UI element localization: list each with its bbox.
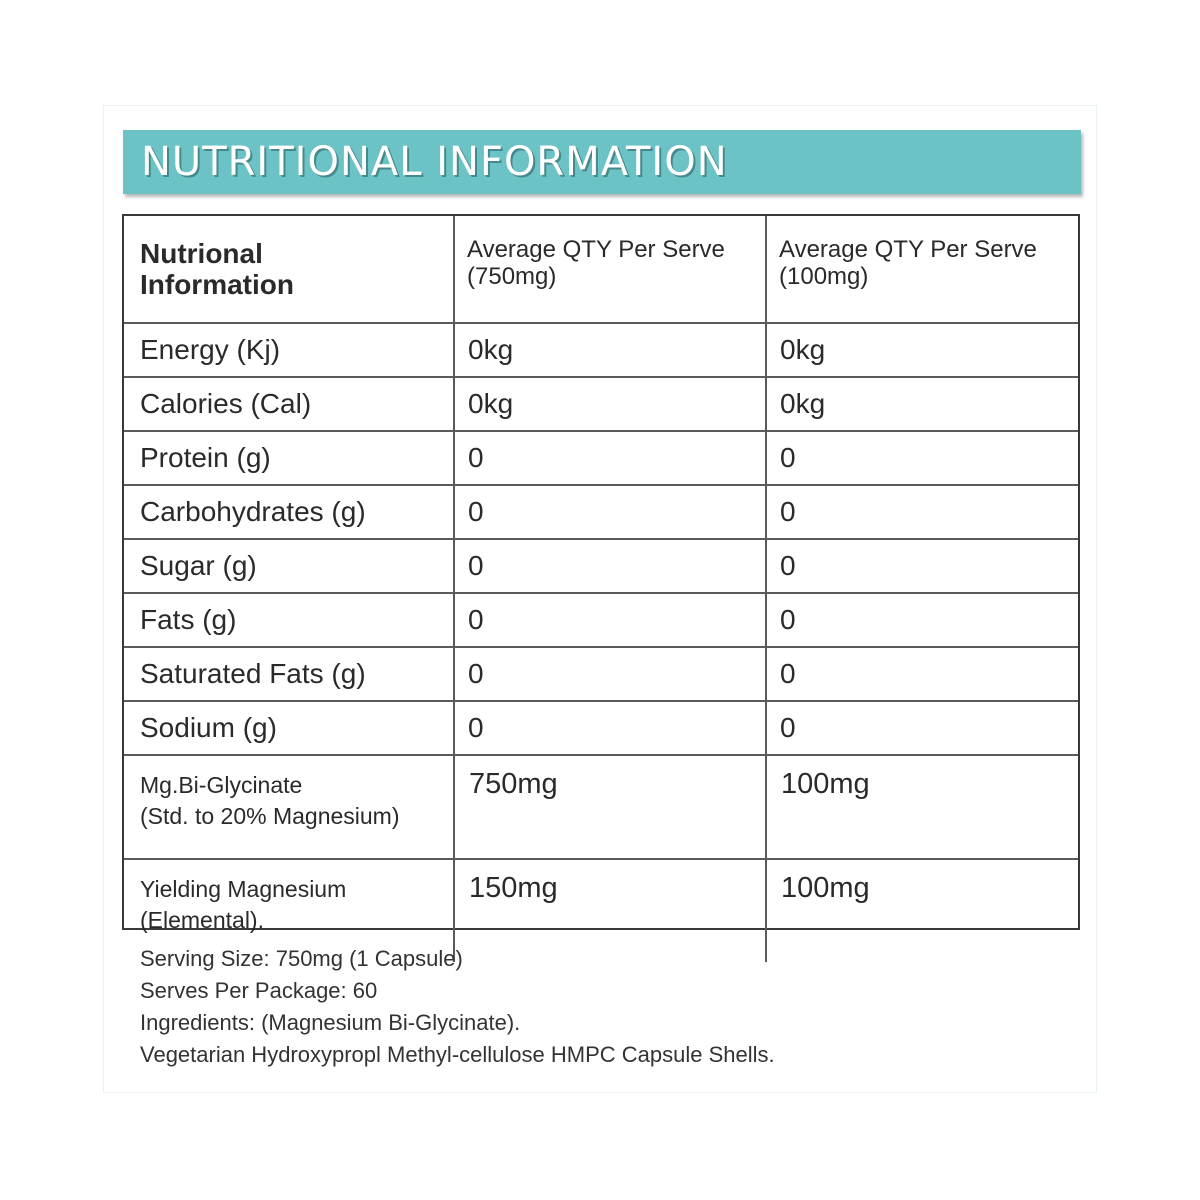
nutrition-grid (124, 216, 1078, 962)
value-100mg: 0 (766, 593, 1078, 647)
value-100mg: 0 (766, 647, 1078, 701)
value-750mg: 0 (454, 593, 766, 647)
table-row (124, 323, 1078, 377)
value-100mg: 100mg (766, 859, 1078, 962)
header-cell-750mg (454, 216, 766, 323)
value-750mg: 0 (454, 431, 766, 485)
capsule-shells-note: Vegetarian Hydroxypropl Methyl-cellulose HMPC Capsule Shells. (140, 1042, 775, 1067)
label-line: (Elemental). (140, 907, 264, 933)
table-row (124, 701, 1078, 755)
table-header-row (124, 216, 1078, 323)
value-100mg: 0kg (766, 377, 1078, 431)
value-750mg: 0 (454, 647, 766, 701)
table-row (124, 431, 1078, 485)
nutrition-table (122, 214, 1080, 933)
table-row (124, 755, 1078, 859)
product-notes (140, 943, 775, 1071)
table-row (124, 647, 1078, 701)
label-line: (Std. to 20% Magnesium) (140, 803, 400, 829)
serving-size-note: Serving Size: 750mg (1 Capsule) (140, 946, 463, 971)
value-750mg: 0kg (454, 377, 766, 431)
value-100mg: 0 (766, 701, 1078, 755)
value-750mg: 0 (454, 485, 766, 539)
nutrient-label: Fats (g) (124, 593, 454, 647)
header-cell-label (124, 216, 454, 323)
nutrient-label: Calories (Cal) (124, 377, 454, 431)
header-line: Average QTY Per Serve (467, 236, 725, 263)
value-100mg: 0 (766, 539, 1078, 593)
value-100mg: 100mg (766, 755, 1078, 859)
value-100mg: 0kg (766, 323, 1078, 377)
nutrient-label (124, 755, 454, 859)
value-750mg: 0 (454, 701, 766, 755)
nutrient-label: Energy (Kj) (124, 323, 454, 377)
value-100mg: 0 (766, 485, 1078, 539)
ingredients-note: Ingredients: (Magnesium Bi-Glycinate). (140, 1010, 521, 1035)
serves-per-package-note: Serves Per Package: 60 (140, 978, 378, 1003)
nutrient-label: Protein (g) (124, 431, 454, 485)
banner-title: NUTRITIONAL INFORMATION (141, 139, 728, 185)
table-row (124, 485, 1078, 539)
value-750mg: 750mg (454, 755, 766, 859)
header-line: Average QTY Per Serve (779, 236, 1037, 263)
nutrient-label: Saturated Fats (g) (124, 647, 454, 701)
header-line: (750mg) (467, 263, 557, 290)
table-row (124, 377, 1078, 431)
label-line: Mg.Bi-Glycinate (140, 772, 303, 798)
value-100mg: 0 (766, 431, 1078, 485)
value-750mg: 0kg (454, 323, 766, 377)
table-row (124, 593, 1078, 647)
header-line: (100mg) (779, 263, 869, 290)
table-row (124, 539, 1078, 593)
header-label-line: Nutrional (140, 238, 263, 269)
nutrient-label: Sugar (g) (124, 539, 454, 593)
nutrient-label: Sodium (g) (124, 701, 454, 755)
header-cell-100mg (766, 216, 1078, 323)
label-line: Yielding Magnesium (140, 876, 347, 902)
title-banner (123, 130, 1081, 194)
header-label-line: Information (140, 269, 294, 300)
value-750mg: 0 (454, 539, 766, 593)
value-750mg: 150mg (454, 859, 766, 962)
nutrient-label: Carbohydrates (g) (124, 485, 454, 539)
